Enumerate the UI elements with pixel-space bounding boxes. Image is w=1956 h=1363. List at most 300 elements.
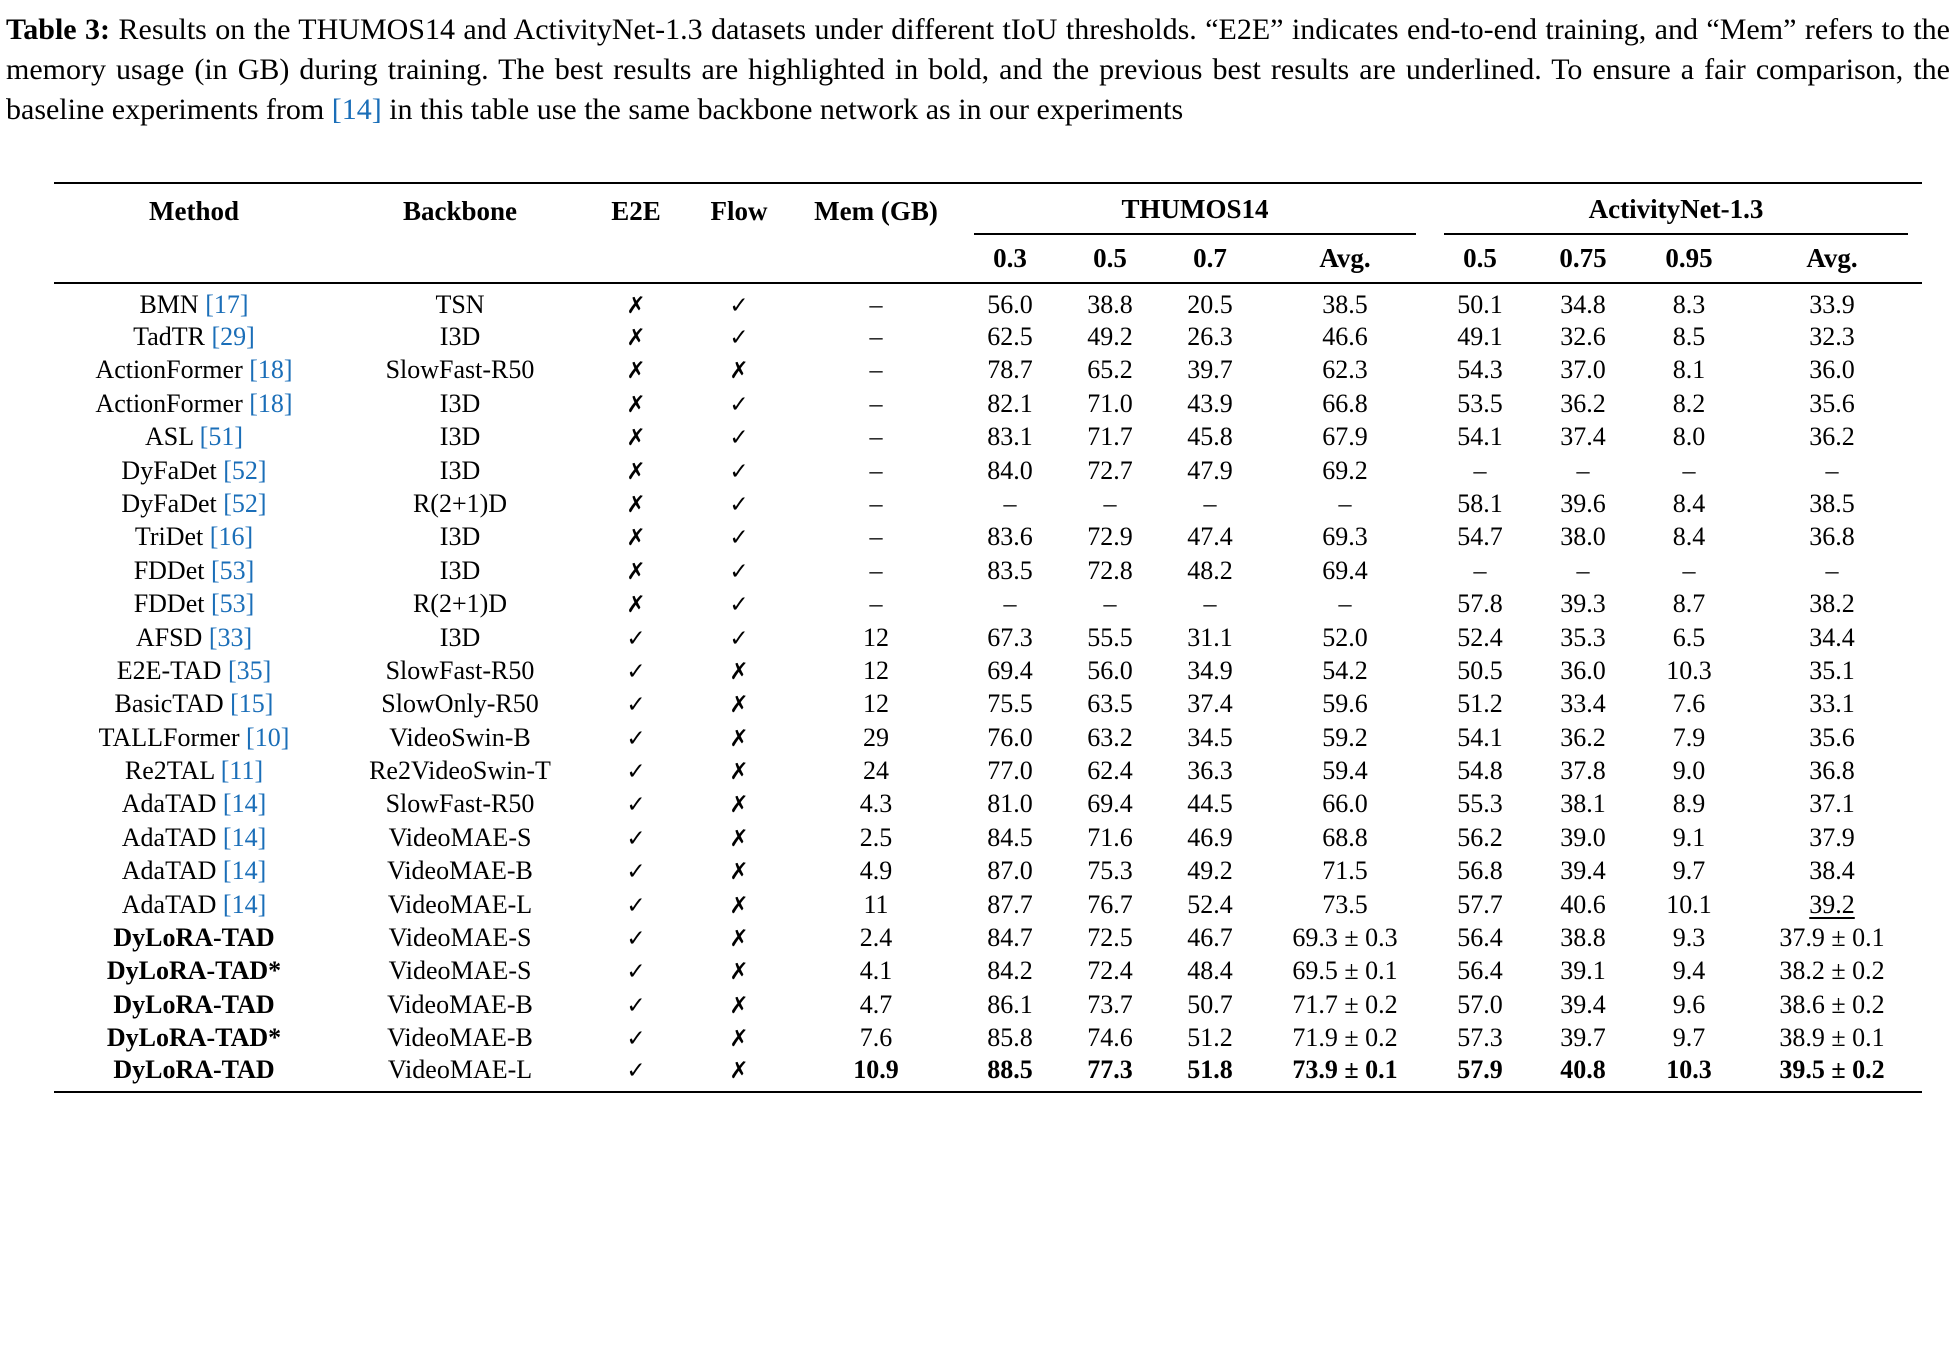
method-cell bbox=[54, 721, 334, 754]
metric-cell: 57.9 bbox=[1430, 1055, 1530, 1092]
metric-cell: 54.7 bbox=[1457, 522, 1503, 552]
header-row-groups bbox=[54, 183, 1922, 235]
mem-cell: – bbox=[869, 522, 883, 552]
backbone-cell: I3D bbox=[439, 622, 481, 652]
method-name: DyLoRA-TAD* bbox=[106, 956, 282, 986]
method-cell bbox=[54, 588, 334, 621]
e2e-cell bbox=[586, 922, 686, 955]
metric-cell: 72.7 bbox=[1087, 455, 1133, 485]
method-name: ActionFormer bbox=[95, 355, 243, 385]
check-icon: ✓ bbox=[729, 592, 749, 619]
metric-cell: 72.5 bbox=[1087, 923, 1133, 953]
cross-icon: ✗ bbox=[729, 759, 749, 786]
method-name: ASL bbox=[145, 422, 194, 452]
mem-cell: 24 bbox=[863, 756, 889, 786]
method-name: BMN bbox=[139, 290, 199, 319]
metric-cell: 59.6 bbox=[1322, 689, 1368, 719]
check-icon: ✓ bbox=[626, 658, 646, 685]
check-icon: ✓ bbox=[729, 391, 749, 418]
metric-cell: 33.9 bbox=[1809, 290, 1855, 319]
metric-cell: 56.8 bbox=[1457, 856, 1503, 886]
citation-link[interactable]: [11] bbox=[220, 756, 264, 786]
metric-cell: 68.8 bbox=[1322, 822, 1368, 852]
metric-cell: – bbox=[1003, 488, 1017, 518]
metric-cell: 69.4 bbox=[987, 655, 1033, 685]
method-name: TALLFormer bbox=[98, 722, 240, 752]
metric-cell: 53.5 bbox=[1457, 388, 1503, 418]
flow-cell bbox=[686, 621, 792, 654]
e2e-cell bbox=[586, 421, 686, 454]
table-row bbox=[54, 1022, 1922, 1055]
check-icon: ✓ bbox=[626, 692, 646, 719]
table-row bbox=[54, 621, 1922, 654]
metric-cell: 9.3 bbox=[1672, 923, 1706, 953]
metric-cell: 46.9 bbox=[1187, 822, 1233, 852]
metric-cell: 66.8 bbox=[1322, 388, 1368, 418]
cross-icon: ✗ bbox=[729, 992, 749, 1019]
metric-cell: 37.0 bbox=[1560, 355, 1606, 385]
check-icon: ✓ bbox=[729, 425, 749, 452]
col-header-thumos-03: 0.3 bbox=[960, 235, 1060, 283]
e2e-cell bbox=[586, 855, 686, 888]
metric-cell: 48.4 bbox=[1187, 956, 1233, 986]
metric-cell: 47.9 bbox=[1187, 455, 1233, 485]
flow-cell bbox=[686, 1055, 792, 1092]
metric-cell: 59.2 bbox=[1322, 722, 1368, 752]
check-icon: ✓ bbox=[626, 759, 646, 786]
metric-cell: 39.7 bbox=[1560, 1023, 1606, 1053]
metric-cell: 55.3 bbox=[1457, 789, 1503, 819]
citation-link[interactable]: [14] bbox=[222, 789, 267, 819]
backbone-cell: VideoSwin-B bbox=[389, 722, 531, 752]
table-row bbox=[54, 922, 1922, 955]
citation-link[interactable]: [14] bbox=[331, 93, 382, 126]
check-icon: ✓ bbox=[729, 324, 749, 351]
metric-cell: 34.8 bbox=[1560, 290, 1606, 319]
metric-cell: 69.5 ± 0.1 bbox=[1292, 956, 1398, 986]
col-header-anet-095: 0.95 bbox=[1636, 235, 1742, 283]
metric-cell: 33.4 bbox=[1560, 689, 1606, 719]
cross-icon: ✗ bbox=[626, 293, 646, 319]
method-cell bbox=[54, 621, 334, 654]
citation-link[interactable]: [35] bbox=[227, 655, 272, 685]
metric-cell: – bbox=[1103, 488, 1117, 518]
check-icon: ✓ bbox=[626, 1026, 646, 1053]
metric-cell: 38.2 ± 0.2 bbox=[1779, 956, 1885, 986]
e2e-cell bbox=[586, 888, 686, 921]
metric-cell: 8.3 bbox=[1672, 290, 1706, 319]
metric-cell: 50.1 bbox=[1457, 290, 1503, 319]
col-group-thumos14 bbox=[960, 183, 1430, 235]
metric-cell: 69.3 bbox=[1322, 522, 1368, 552]
metric-cell: 39.4 bbox=[1560, 989, 1606, 1019]
metric-cell: 72.9 bbox=[1087, 522, 1133, 552]
cross-icon: ✗ bbox=[729, 725, 749, 752]
table-row bbox=[54, 321, 1922, 354]
cross-icon: ✗ bbox=[729, 926, 749, 953]
check-icon: ✓ bbox=[626, 792, 646, 819]
metric-cell: 10.1 bbox=[1666, 889, 1712, 919]
citation-link[interactable]: [17] bbox=[205, 290, 249, 319]
citation-link[interactable]: [14] bbox=[222, 856, 267, 886]
method-cell bbox=[54, 1055, 334, 1092]
method-cell bbox=[54, 283, 334, 321]
table-row bbox=[54, 387, 1922, 420]
flow-cell bbox=[686, 354, 792, 387]
metric-cell: 52.4 bbox=[1187, 889, 1233, 919]
check-icon: ✓ bbox=[729, 458, 749, 485]
metric-cell: 44.5 bbox=[1187, 789, 1233, 819]
metric-cell: 34.5 bbox=[1187, 722, 1233, 752]
method-cell bbox=[54, 922, 334, 955]
table-row bbox=[54, 688, 1922, 721]
cross-icon: ✗ bbox=[626, 324, 646, 351]
metric-cell: 7.9 bbox=[1672, 722, 1706, 752]
cross-icon: ✗ bbox=[626, 558, 646, 585]
col-header-thumos-05: 0.5 bbox=[1060, 235, 1160, 283]
metric-cell: 54.2 bbox=[1322, 655, 1368, 685]
metric-cell: – bbox=[1338, 488, 1352, 518]
citation-link[interactable]: [14] bbox=[222, 822, 267, 852]
flow-cell bbox=[686, 955, 792, 988]
metric-cell: 39.6 bbox=[1560, 488, 1606, 518]
flow-cell bbox=[686, 554, 792, 587]
cross-icon: ✗ bbox=[729, 358, 749, 385]
metric-cell: 56.0 bbox=[987, 290, 1033, 319]
citation-link[interactable]: [18] bbox=[249, 355, 293, 385]
cross-icon: ✗ bbox=[626, 525, 646, 552]
metric-cell: – bbox=[1473, 455, 1487, 485]
table-row bbox=[54, 1055, 1922, 1092]
flow-cell bbox=[686, 283, 792, 321]
metric-cell: 36.8 bbox=[1809, 522, 1855, 552]
metric-cell: 52.0 bbox=[1322, 622, 1368, 652]
col-header-thumos-07: 0.7 bbox=[1160, 235, 1260, 283]
method-cell bbox=[54, 888, 334, 921]
citation-link[interactable]: [10] bbox=[246, 722, 290, 752]
metric-cell: 83.5 bbox=[987, 555, 1033, 585]
metric-cell: 65.2 bbox=[1087, 355, 1133, 385]
flow-cell bbox=[686, 321, 792, 354]
method-cell bbox=[54, 988, 334, 1021]
check-icon: ✓ bbox=[626, 892, 646, 919]
metric-cell: 39.7 bbox=[1187, 355, 1233, 385]
method-cell bbox=[54, 454, 334, 487]
method-cell bbox=[54, 955, 334, 988]
metric-cell: 77.0 bbox=[987, 756, 1033, 786]
metric-cell: 67.9 bbox=[1322, 422, 1368, 452]
metric-cell: 72.8 bbox=[1087, 555, 1133, 585]
metric-cell: 57.8 bbox=[1457, 589, 1503, 619]
metric-cell: 58.1 bbox=[1457, 488, 1503, 518]
metric-cell: 56.0 bbox=[1087, 655, 1133, 685]
metric-cell: 83.6 bbox=[987, 522, 1033, 552]
check-icon: ✓ bbox=[626, 992, 646, 1019]
metric-cell: 8.0 bbox=[1672, 422, 1706, 452]
metric-cell: 49.2 bbox=[1187, 856, 1233, 886]
backbone-cell: I3D bbox=[439, 388, 481, 418]
metric-cell: 31.1 bbox=[1187, 622, 1233, 652]
citation-link[interactable]: [33] bbox=[208, 622, 253, 652]
metric-cell: 56.2 bbox=[1457, 822, 1503, 852]
cross-icon: ✗ bbox=[729, 658, 749, 685]
flow-cell bbox=[686, 821, 792, 854]
metric-cell: 32.6 bbox=[1560, 321, 1606, 351]
metric-cell: 51.8 bbox=[1160, 1055, 1260, 1092]
mem-cell: 4.7 bbox=[859, 989, 893, 1019]
metric-cell: 37.8 bbox=[1560, 756, 1606, 786]
metric-cell: 35.1 bbox=[1809, 655, 1855, 685]
backbone-cell: VideoMAE-L bbox=[387, 889, 533, 919]
metric-cell: 66.0 bbox=[1322, 789, 1368, 819]
metric-cell: 9.4 bbox=[1672, 956, 1706, 986]
method-cell bbox=[54, 788, 334, 821]
cross-icon: ✗ bbox=[626, 592, 646, 619]
caption-text-1: Results on the THUMOS14 and ActivityNet-1.3 datasets under different tIoU thresholds. “E2E” indicates end-to-end training, and “Mem” refers to the memory usage (in GB) during training. The best results are highlighted in bold, and the previous best results are underlined. To ensure a fair comparison, the baseline experiments from bbox=[6, 13, 1950, 126]
mem-cell: 29 bbox=[863, 722, 889, 752]
e2e-cell bbox=[586, 387, 686, 420]
metric-cell: 84.2 bbox=[987, 956, 1033, 986]
flow-cell bbox=[686, 387, 792, 420]
metric-cell: 9.7 bbox=[1672, 856, 1706, 886]
citation-link[interactable]: [53] bbox=[210, 555, 255, 585]
metric-cell: 83.1 bbox=[987, 422, 1033, 452]
check-icon: ✓ bbox=[729, 293, 749, 319]
method-name: FDDet bbox=[133, 589, 205, 619]
method-name: TadTR bbox=[133, 321, 205, 351]
e2e-cell bbox=[586, 1022, 686, 1055]
metric-cell: 10.3 bbox=[1636, 1055, 1742, 1092]
flow-cell bbox=[686, 721, 792, 754]
metric-cell: – bbox=[1576, 455, 1590, 485]
table-row bbox=[54, 821, 1922, 854]
flow-cell bbox=[686, 521, 792, 554]
mem-cell: – bbox=[869, 422, 883, 452]
flow-cell bbox=[686, 688, 792, 721]
flow-cell bbox=[686, 1022, 792, 1055]
citation-link[interactable]: [16] bbox=[209, 522, 254, 552]
table-row bbox=[54, 888, 1922, 921]
backbone-cell: I3D bbox=[439, 555, 481, 585]
col-header-anet-075: 0.75 bbox=[1530, 235, 1636, 283]
metric-cell: 38.2 bbox=[1809, 589, 1855, 619]
metric-cell: 38.4 bbox=[1809, 856, 1855, 886]
metric-cell: 7.6 bbox=[1672, 689, 1706, 719]
metric-cell: 9.7 bbox=[1672, 1023, 1706, 1053]
metric-cell: 54.1 bbox=[1457, 722, 1503, 752]
metric-cell: 57.0 bbox=[1457, 989, 1503, 1019]
method-name: AdaTAD bbox=[121, 889, 217, 919]
method-cell bbox=[54, 387, 334, 420]
metric-cell: 9.6 bbox=[1672, 989, 1706, 1019]
citation-link[interactable]: [29] bbox=[211, 321, 255, 351]
e2e-cell bbox=[586, 621, 686, 654]
e2e-cell bbox=[586, 688, 686, 721]
metric-cell: 56.4 bbox=[1457, 956, 1503, 986]
mem-cell: 4.3 bbox=[859, 789, 893, 819]
metric-cell: 48.2 bbox=[1187, 555, 1233, 585]
flow-cell bbox=[686, 655, 792, 688]
metric-cell: 36.3 bbox=[1187, 756, 1233, 786]
cross-icon: ✗ bbox=[729, 692, 749, 719]
metric-cell: 36.2 bbox=[1560, 722, 1606, 752]
metric-cell: 8.1 bbox=[1672, 355, 1706, 385]
metric-cell: 26.3 bbox=[1187, 321, 1233, 351]
backbone-cell: R(2+1)D bbox=[412, 488, 508, 518]
metric-cell: 78.7 bbox=[987, 355, 1033, 385]
check-icon: ✓ bbox=[626, 926, 646, 953]
cross-icon: ✗ bbox=[626, 491, 646, 518]
metric-cell: 55.5 bbox=[1087, 622, 1133, 652]
metric-cell: 86.1 bbox=[987, 989, 1033, 1019]
citation-link[interactable]: [52] bbox=[223, 488, 267, 518]
mem-cell: 2.4 bbox=[859, 923, 893, 953]
metric-cell: 59.4 bbox=[1322, 756, 1368, 786]
metric-cell: – bbox=[1103, 589, 1117, 619]
table-row bbox=[54, 855, 1922, 888]
metric-cell: – bbox=[1473, 555, 1487, 585]
method-cell bbox=[54, 521, 334, 554]
results-table bbox=[54, 182, 1922, 1093]
table-header bbox=[54, 183, 1922, 283]
method-cell bbox=[54, 855, 334, 888]
metric-cell: 73.5 bbox=[1322, 889, 1368, 919]
metric-cell: 39.4 bbox=[1560, 856, 1606, 886]
method-name: DyLoRA-TAD* bbox=[106, 1023, 282, 1053]
table-row bbox=[54, 988, 1922, 1021]
metric-cell: – bbox=[1338, 589, 1352, 619]
metric-cell: 8.7 bbox=[1672, 589, 1706, 619]
cross-icon: ✗ bbox=[626, 391, 646, 418]
metric-cell: 71.6 bbox=[1087, 822, 1133, 852]
metric-cell: – bbox=[1682, 455, 1696, 485]
col-header-flow: Flow bbox=[686, 183, 792, 283]
mem-cell: – bbox=[869, 321, 883, 351]
table-row bbox=[54, 283, 1922, 321]
method-name: Re2TAL bbox=[124, 756, 215, 786]
metric-cell: 38.5 bbox=[1322, 290, 1368, 319]
method-name: AFSD bbox=[135, 622, 203, 652]
metric-cell: 71.7 bbox=[1087, 422, 1133, 452]
metric-cell: 50.5 bbox=[1457, 655, 1503, 685]
caption-label: Table 3: bbox=[6, 13, 111, 46]
method-cell bbox=[54, 1022, 334, 1055]
metric-cell: 38.5 bbox=[1809, 488, 1855, 518]
metric-cell: 54.3 bbox=[1457, 355, 1503, 385]
mem-cell: – bbox=[869, 388, 883, 418]
cross-icon: ✗ bbox=[626, 358, 646, 385]
citation-link[interactable]: [52] bbox=[223, 455, 267, 485]
metric-cell: 8.5 bbox=[1672, 321, 1706, 351]
e2e-cell bbox=[586, 554, 686, 587]
metric-cell: 87.7 bbox=[987, 889, 1033, 919]
flow-cell bbox=[686, 488, 792, 521]
mem-cell: 12 bbox=[863, 655, 889, 685]
flow-cell bbox=[686, 454, 792, 487]
method-name: ActionFormer bbox=[95, 388, 243, 418]
e2e-cell bbox=[586, 454, 686, 487]
flow-cell bbox=[686, 988, 792, 1021]
e2e-cell bbox=[586, 655, 686, 688]
col-header-method: Method bbox=[54, 183, 334, 283]
metric-cell: 71.0 bbox=[1087, 388, 1133, 418]
metric-cell: 54.1 bbox=[1457, 422, 1503, 452]
col-header-anet-avg: Avg. bbox=[1742, 235, 1922, 283]
backbone-cell: I3D bbox=[439, 522, 481, 552]
metric-cell: 38.8 bbox=[1087, 290, 1133, 319]
metric-cell: 69.3 ± 0.3 bbox=[1292, 923, 1398, 953]
backbone-cell: R(2+1)D bbox=[412, 589, 508, 619]
metric-cell: 20.5 bbox=[1187, 290, 1233, 319]
metric-cell: 36.0 bbox=[1560, 655, 1606, 685]
backbone-cell: Re2VideoSwin-T bbox=[369, 756, 551, 786]
table-row bbox=[54, 788, 1922, 821]
metric-cell: 8.4 bbox=[1672, 488, 1706, 518]
backbone-cell: VideoMAE-B bbox=[387, 1023, 533, 1053]
mem-cell: 2.5 bbox=[859, 822, 893, 852]
metric-cell: 38.1 bbox=[1560, 789, 1606, 819]
metric-cell: 62.5 bbox=[987, 321, 1033, 351]
flow-cell bbox=[686, 588, 792, 621]
table-body bbox=[54, 283, 1922, 1092]
mem-cell: – bbox=[869, 589, 883, 619]
e2e-cell bbox=[586, 988, 686, 1021]
backbone-cell: VideoMAE-L bbox=[334, 1055, 586, 1092]
method-name: DyLoRA-TAD bbox=[113, 989, 275, 1019]
metric-cell: 87.0 bbox=[987, 856, 1033, 886]
check-icon: ✓ bbox=[729, 491, 749, 518]
citation-link[interactable]: [14] bbox=[222, 889, 267, 919]
metric-cell: 62.4 bbox=[1087, 756, 1133, 786]
mem-cell: 7.6 bbox=[859, 1023, 893, 1053]
e2e-cell bbox=[586, 521, 686, 554]
metric-cell: 37.1 bbox=[1809, 789, 1855, 819]
method-name: DyLoRA-TAD bbox=[113, 1055, 275, 1085]
metric-cell: 82.1 bbox=[987, 388, 1033, 418]
backbone-cell: VideoMAE-B bbox=[387, 856, 533, 886]
citation-link[interactable]: [15] bbox=[230, 689, 274, 719]
backbone-cell: TSN bbox=[435, 290, 485, 319]
metric-cell: 81.0 bbox=[987, 789, 1033, 819]
method-cell bbox=[54, 321, 334, 354]
method-cell bbox=[54, 554, 334, 587]
metric-cell: 36.0 bbox=[1809, 355, 1855, 385]
col-group-activitynet bbox=[1430, 183, 1922, 235]
cross-icon: ✗ bbox=[729, 792, 749, 819]
metric-cell: 37.4 bbox=[1187, 689, 1233, 719]
caption-text-2: in this table use the same backbone network as in our experiments bbox=[381, 93, 1184, 126]
metric-cell: 77.3 bbox=[1060, 1055, 1160, 1092]
metric-cell: 37.9 bbox=[1809, 822, 1855, 852]
citation-link[interactable]: [51] bbox=[199, 422, 243, 452]
metric-cell: 39.1 bbox=[1560, 956, 1606, 986]
table-row bbox=[54, 721, 1922, 754]
cross-icon: ✗ bbox=[626, 425, 646, 452]
table-row bbox=[54, 454, 1922, 487]
metric-cell: 34.4 bbox=[1809, 622, 1855, 652]
col-header-e2e: E2E bbox=[586, 183, 686, 283]
metric-cell: 76.0 bbox=[987, 722, 1033, 752]
citation-link[interactable]: [18] bbox=[249, 388, 293, 418]
method-cell bbox=[54, 354, 334, 387]
metric-cell: 45.8 bbox=[1187, 422, 1233, 452]
backbone-cell: VideoMAE-S bbox=[388, 956, 532, 986]
cross-icon: ✗ bbox=[729, 1058, 749, 1085]
table-row bbox=[54, 488, 1922, 521]
table-row bbox=[54, 354, 1922, 387]
citation-link[interactable]: [53] bbox=[210, 589, 255, 619]
metric-cell: 39.3 bbox=[1560, 589, 1606, 619]
